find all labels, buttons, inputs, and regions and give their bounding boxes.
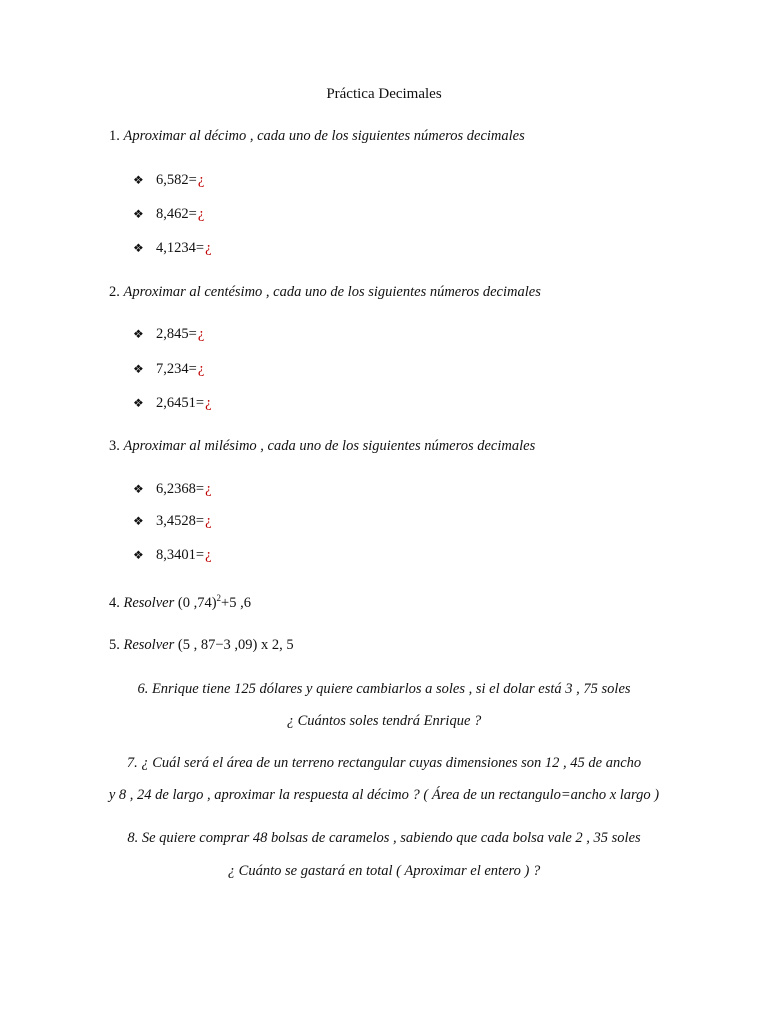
question-7-line-2: y 8 , 24 de largo , aproximar la respuesta al décimo ? ( Área de un rectangulo=ancho x largo ) [108, 787, 660, 803]
answer-mark: ¿ [197, 361, 205, 377]
expression: (5 , 87−3 ,09) x 2, 5 [177, 637, 294, 653]
page-title: Práctica Decimales [326, 86, 442, 102]
list-item [133, 481, 212, 498]
answer-mark: ¿ [205, 240, 212, 256]
list-item-value: 4,1234= [156, 240, 205, 256]
list-item [133, 547, 212, 564]
expression-base: (0 ,74) [177, 595, 217, 611]
question-7-line-1: 7. ¿ Cuál será el área de un terreno rectangular cuyas dimensiones son 12 , 45 de ancho [126, 755, 642, 771]
question-1 [109, 128, 525, 145]
diamond-bullet-icon: ❖ [133, 241, 144, 255]
list-item [133, 326, 204, 343]
diamond-bullet-icon: ❖ [133, 482, 144, 496]
answer-mark: ¿ [205, 395, 212, 411]
question-number: 1. [109, 128, 120, 144]
list-item-value: 2,845= [156, 326, 197, 342]
question-verb: Resolver [123, 637, 175, 653]
question-8-line-2: ¿ Cuánto se gastará en total ( Aproximar el entero ) ? [227, 863, 541, 879]
list-item-value: 7,234= [156, 361, 197, 377]
diamond-bullet-icon: ❖ [133, 173, 144, 187]
list-item-value: 6,2368= [156, 481, 205, 497]
list-item [133, 240, 212, 257]
diamond-bullet-icon: ❖ [133, 207, 144, 221]
list-item-value: 8,3401= [156, 547, 205, 563]
expression-exponent: 2 [216, 593, 222, 603]
expression-tail: +5 ,6 [221, 595, 251, 611]
list-item [133, 206, 204, 223]
answer-mark: ¿ [197, 206, 205, 222]
question-6-line-1: 6. Enrique tiene 125 dólares y quiere cambiarlos a soles , si el dolar está 3 , 75 soles [137, 681, 631, 697]
answer-mark: ¿ [205, 481, 212, 497]
list-item-value: 6,582= [156, 172, 197, 188]
list-item [133, 361, 204, 378]
question-4 [109, 593, 251, 612]
question-prompt: Aproximar al décimo , cada uno de los siguientes números decimales [123, 128, 525, 144]
question-number: 4. [109, 595, 120, 611]
diamond-bullet-icon: ❖ [133, 396, 144, 410]
question-prompt: Aproximar al centésimo , cada uno de los siguientes números decimales [123, 284, 541, 300]
diamond-bullet-icon: ❖ [133, 548, 144, 562]
answer-mark: ¿ [205, 513, 212, 529]
question-prompt: Aproximar al milésimo , cada uno de los siguientes números decimales [123, 438, 536, 454]
list-item [133, 172, 204, 189]
question-number: 2. [109, 284, 120, 300]
question-number: 3. [109, 438, 120, 454]
diamond-bullet-icon: ❖ [133, 327, 144, 341]
diamond-bullet-icon: ❖ [133, 362, 144, 376]
answer-mark: ¿ [197, 172, 205, 188]
question-6-line-2: ¿ Cuántos soles tendrá Enrique ? [286, 713, 482, 729]
question-verb: Resolver [123, 595, 175, 611]
question-3 [109, 438, 535, 455]
answer-mark: ¿ [205, 547, 212, 563]
list-item [133, 513, 212, 530]
list-item-value: 8,462= [156, 206, 197, 222]
diamond-bullet-icon: ❖ [133, 514, 144, 528]
list-item-value: 2,6451= [156, 395, 205, 411]
list-item [133, 395, 212, 412]
answer-mark: ¿ [197, 326, 205, 342]
question-2 [109, 284, 541, 301]
list-item-value: 3,4528= [156, 513, 205, 529]
question-5 [109, 637, 294, 654]
question-number: 5. [109, 637, 120, 653]
question-8-line-1: 8. Se quiere comprar 48 bolsas de caramelos , sabiendo que cada bolsa vale 2 , 35 soles [127, 830, 641, 846]
